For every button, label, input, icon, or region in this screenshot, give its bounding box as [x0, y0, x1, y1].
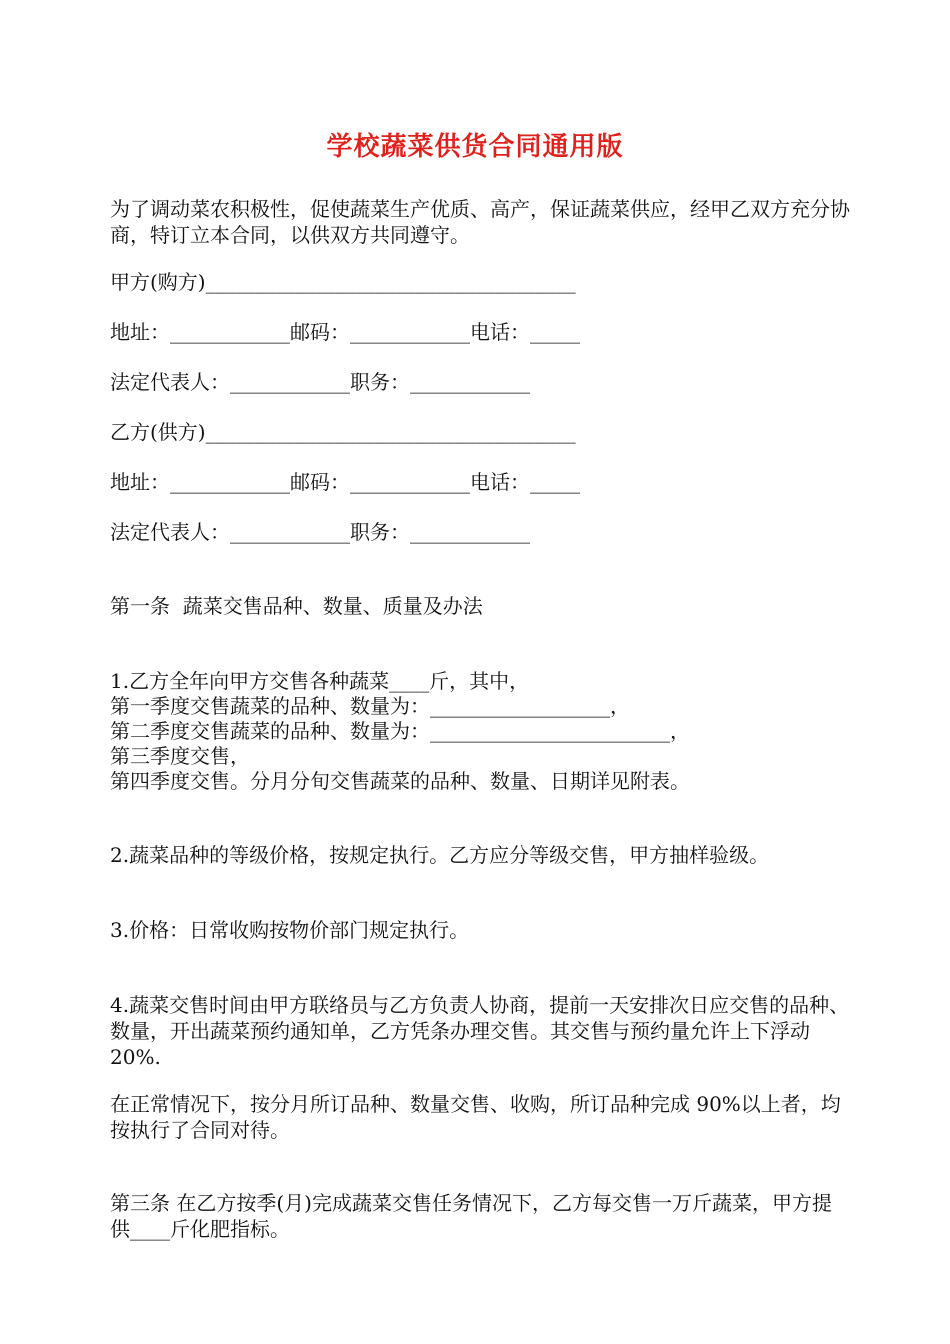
item-1-line-3: 第二季度交售蔬菜的品种、数量为：________________________，	[110, 719, 690, 743]
item-3-paragraph: 3.价格：日常收购按物价部门规定执行。	[110, 918, 470, 942]
item-4-paragraph: 4.蔬菜交售时间由甲方联络员与乙方负责人协商，提前一天安排次日应交售的品种、数量，开出蔬菜预约通知单，乙方凭条办理交售。其交售与预约量允许上下浮动 20%.	[110, 993, 850, 1069]
item-1-line-5: 第四季度交售。分月分旬交售蔬菜的品种、数量、日期详见附表。	[110, 769, 690, 793]
party-b-contact-line: 地址：____________邮码：____________电话：_____	[110, 470, 580, 494]
party-a-name-line: 甲方(购方)_____________________________________	[110, 270, 576, 294]
item-1-line-2: 第一季度交售蔬菜的品种、数量为：__________________，	[110, 694, 630, 718]
document-title: 学校蔬菜供货合同通用版	[326, 132, 624, 162]
item-1-line-4: 第三季度交售，	[110, 744, 250, 768]
party-a-contact-line: 地址：____________邮码：____________电话：_____	[110, 320, 580, 344]
article-3-paragraph: 第三条 在乙方按季(月)完成蔬菜交售任务情况下，乙方每交售一万斤蔬菜，甲方提供____斤化肥指标。	[110, 1191, 832, 1241]
party-a-representative-line: 法定代表人：____________职务：____________	[110, 370, 530, 394]
normal-case-paragraph: 在正常情况下，按分月所订品种、数量交售、收购，所订品种完成 90%以上者，均按执行了合同对待。	[110, 1092, 841, 1142]
intro-paragraph: 为了调动菜农积极性，促使蔬菜生产优质、高产，保证蔬菜供应，经甲乙双方充分协商，特订立本合同，以供双方共同遵守。	[110, 197, 850, 247]
article-1-heading: 第一条 蔬菜交售品种、数量、质量及办法	[110, 594, 483, 618]
item-2-paragraph: 2.蔬菜品种的等级价格，按规定执行。乙方应分等级交售，甲方抽样验级。	[110, 843, 770, 867]
item-1-line-1: 1.乙方全年向甲方交售各种蔬菜____斤，其中，	[110, 669, 530, 693]
party-b-name-line: 乙方(供方)_____________________________________	[110, 420, 576, 444]
party-b-representative-line: 法定代表人：____________职务：____________	[110, 520, 530, 544]
